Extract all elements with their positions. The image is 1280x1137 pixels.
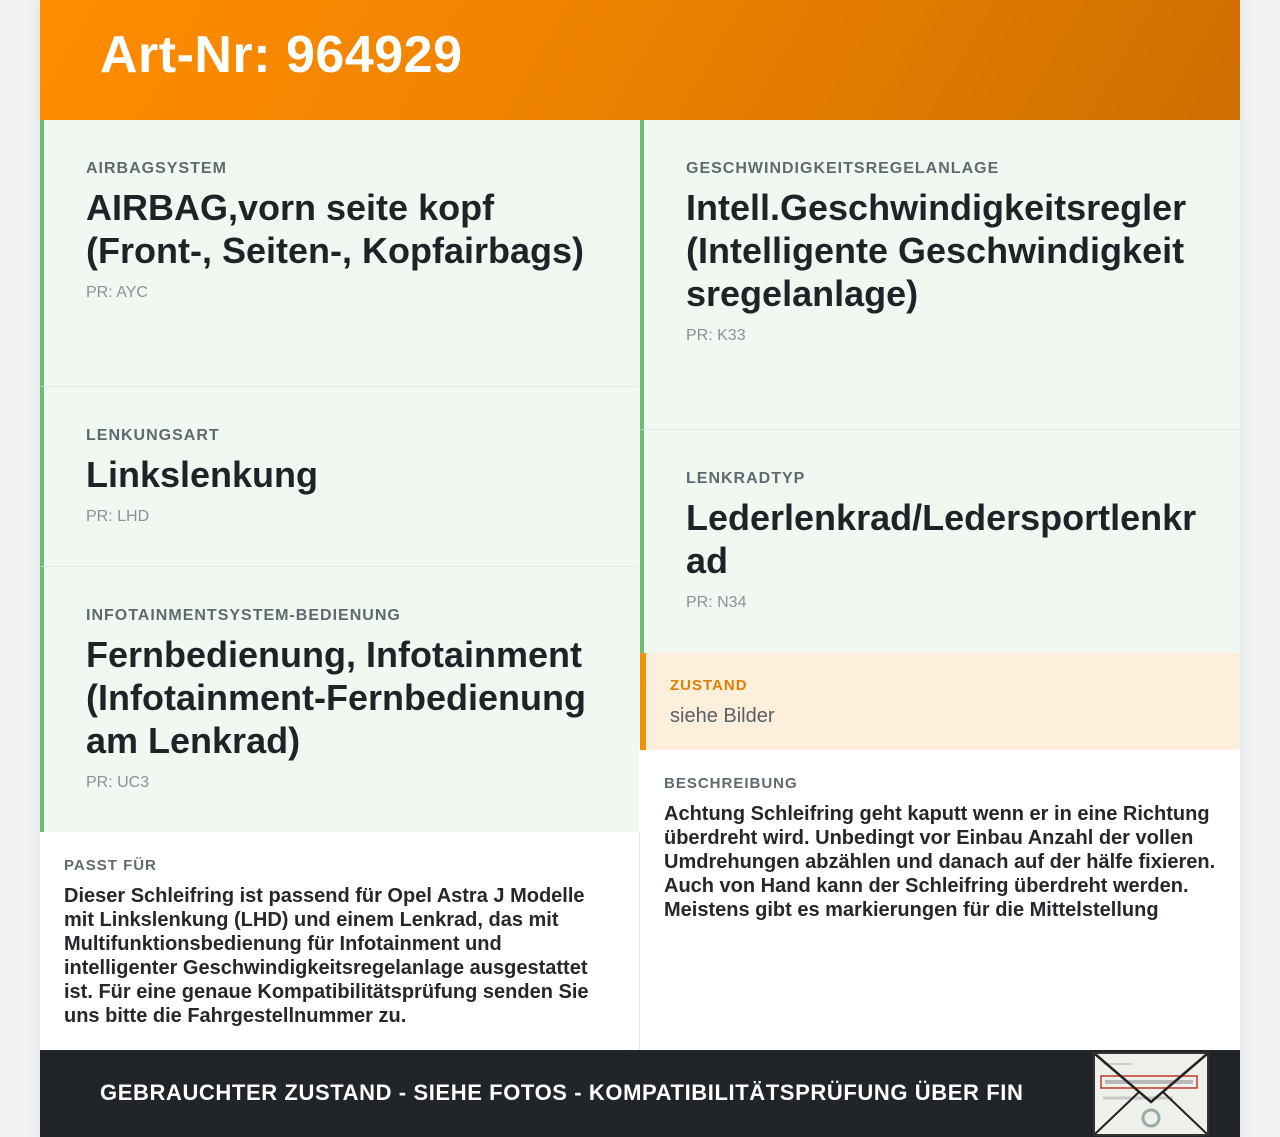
condition-box — [640, 653, 1240, 750]
feature-card-airbag — [40, 120, 639, 387]
header-banner — [40, 0, 1240, 120]
feature-card-steering-wheel — [640, 430, 1240, 653]
compatibility-label: PASST FÜR — [64, 857, 157, 874]
feature-code: PR: LHD — [86, 508, 150, 525]
compatibility-text: Dieser Schleifring ist passend für Opel Astra J Modelle mit Linkslenkung (LHD) und einem Lenkrad, das mit Multifunktionsbedienung für Infotainment und intelligenter Geschwindigkeitsregelanlage ausgestattet ist. Für eine genaue Kompatibilitätsprüfung senden Sie uns bitte die Fahrgestellnummer zu. — [64, 885, 589, 1027]
feature-code: PR: AYC — [86, 284, 148, 301]
feature-value: Fernbedienung, Infotainment (Infotainment-Fernbedienung am Lenkrad) — [86, 634, 586, 761]
feature-label: LENKRADTYP — [686, 470, 806, 487]
description-label: BESCHREIBUNG — [664, 775, 798, 792]
feature-code: PR: K33 — [686, 327, 746, 344]
feature-code: PR: N34 — [686, 594, 747, 611]
condition-label: ZUSTAND — [670, 677, 748, 694]
feature-label: INFOTAINMENTSYSTEM-BEDIENUNG — [86, 607, 401, 624]
feature-value: Lederlenkrad/Ledersportlenkrad — [686, 497, 1197, 581]
footer-text: GEBRAUCHTER ZUSTAND - SIEHE FOTOS - KOMPATIBILITÄTSPRÜFUNG ÜBER FIN — [100, 1080, 1024, 1105]
feature-card-steering — [40, 387, 639, 567]
feature-label: GESCHWINDIGKEITSREGELANLAGE — [686, 160, 1000, 177]
compatibility-section — [40, 832, 639, 1050]
article-number-title: Art-Nr: 964929 — [100, 26, 463, 84]
product-sheet — [40, 0, 1240, 1137]
description-section — [640, 750, 1240, 1050]
feature-card-infotainment — [40, 567, 639, 832]
footer-bar — [40, 1050, 1240, 1137]
feature-card-cruise-control — [640, 120, 1240, 430]
feature-label: LENKUNGSART — [86, 427, 220, 444]
description-text: Achtung Schleifring geht kaputt wenn er in eine Richtung überdreht wird. Unbedingt vor Einbau Anzahl der vollen Umdrehungen abzählen und danach auf der hälfe fixieren. Auch von Hand kann der Schleifring überdreht werden. Meistens gibt es markierungen für die Mittelstellung — [664, 803, 1216, 921]
feature-value: AIRBAG,vorn seite kopf (Front-, Seiten-, Kopfairbags) — [86, 187, 584, 271]
feature-code: PR: UC3 — [86, 774, 150, 791]
envelope-icon — [1093, 1052, 1209, 1136]
condition-value: siehe Bilder — [670, 705, 775, 727]
feature-value: Intell.Geschwindigkeitsregler (Intelligente Geschwindigkeitsregelanlage) — [686, 187, 1187, 314]
feature-value: Linkslenkung — [86, 454, 319, 495]
feature-label: AIRBAGSYSTEM — [86, 160, 227, 177]
